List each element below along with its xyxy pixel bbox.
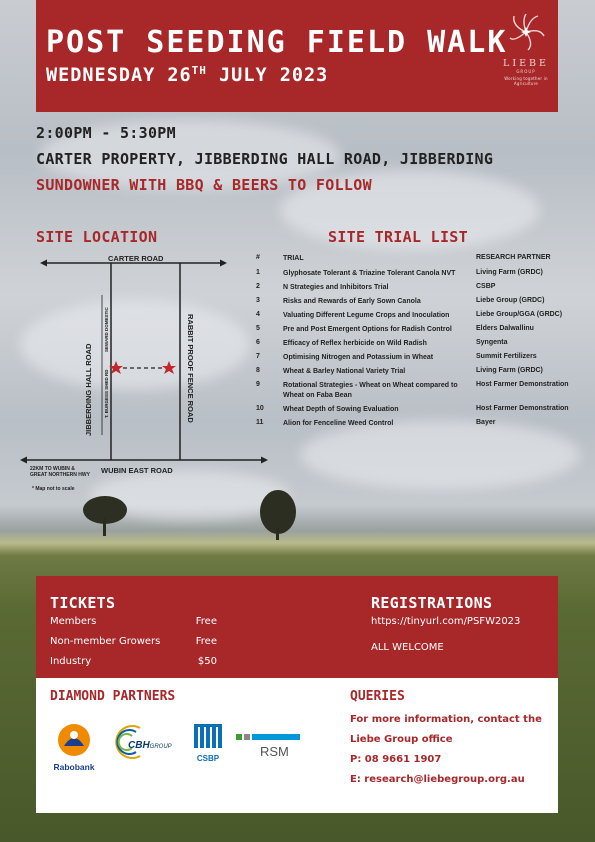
all-welcome-text: ALL WELCOME [371,642,444,653]
event-location: CARTER PROPERTY, JIBBERDING HALL ROAD, JIBBERDING [36,150,494,168]
burgess-track-label: T. BURGESS SHED RD [104,369,109,418]
queries-phone[interactable]: P: 08 9661 1907 [350,754,442,765]
event-note: SUNDOWNER WITH BBQ & BEERS TO FOLLOW [36,176,372,194]
tickets-heading: TICKETS [50,594,116,612]
event-title: POST SEEDING FIELD WALK [46,25,508,60]
csbp-logo: CSBP [190,722,226,763]
ticket-price: Free [195,636,217,647]
diamond-partners-heading: DIAMOND PARTNERS [50,689,176,704]
wubin-east-road-label: WUBIN EAST ROAD [101,466,173,475]
jibberding-hall-road-label: JIBBERDING HALL ROAD [84,343,93,436]
site-location-heading: SITE LOCATION [36,228,158,246]
ticket-type: Non-member Growers [50,636,161,647]
event-time: 2:00PM - 5:30PM [36,124,176,142]
ticket-price: Free [195,616,217,627]
partners-queries-panel [36,678,558,813]
site-map [0,250,280,480]
csbp-emblem-icon [192,722,224,750]
rabobank-emblem-icon [56,722,92,758]
ticket-price: $50 [197,656,217,667]
seward-track-label: SEWARD DOMESTIC [104,307,109,352]
site-trial-list-heading: SITE TRIAL LIST [328,228,468,246]
event-details [36,124,493,202]
event-date: WEDNESDAY 26TH JULY 2023 [46,64,329,86]
rabbit-proof-fence-road-label: RABBIT PROOF FENCE ROAD [186,314,195,423]
header-banner [36,0,558,112]
carter-road-label: CARTER ROAD [108,254,164,263]
queries-heading: QUERIES [350,689,405,704]
liebe-group-logo: LIEBE GROUP Working together in Agriculture [498,12,554,86]
tickets-registrations-band [36,576,558,678]
map-footnote: * Map not to scale [32,486,75,492]
ticket-type: Members [50,616,97,627]
rsm-logo: RSM [236,734,300,759]
rabobank-logo: Rabobank [48,722,100,772]
queries-text: For more information, contact the [350,714,542,725]
registrations-heading: REGISTRATIONS [371,594,493,612]
horizon-trees [0,480,595,550]
registration-link[interactable]: https://tinyurl.com/PSFW2023 [371,616,521,627]
queries-text: Liebe Group office [350,734,453,745]
cbh-group-logo: CBHGROUP [106,722,182,764]
site-marker-icon [162,361,176,374]
star-burst-icon [506,12,546,52]
rsm-bars-icon [236,734,300,740]
queries-email[interactable]: E: research@liebegroup.org.au [350,774,525,785]
ticket-type: Industry [50,656,92,667]
to-wubin-note: 22KM TO WUBIN & GREAT NORTHERN HWY [30,466,90,478]
